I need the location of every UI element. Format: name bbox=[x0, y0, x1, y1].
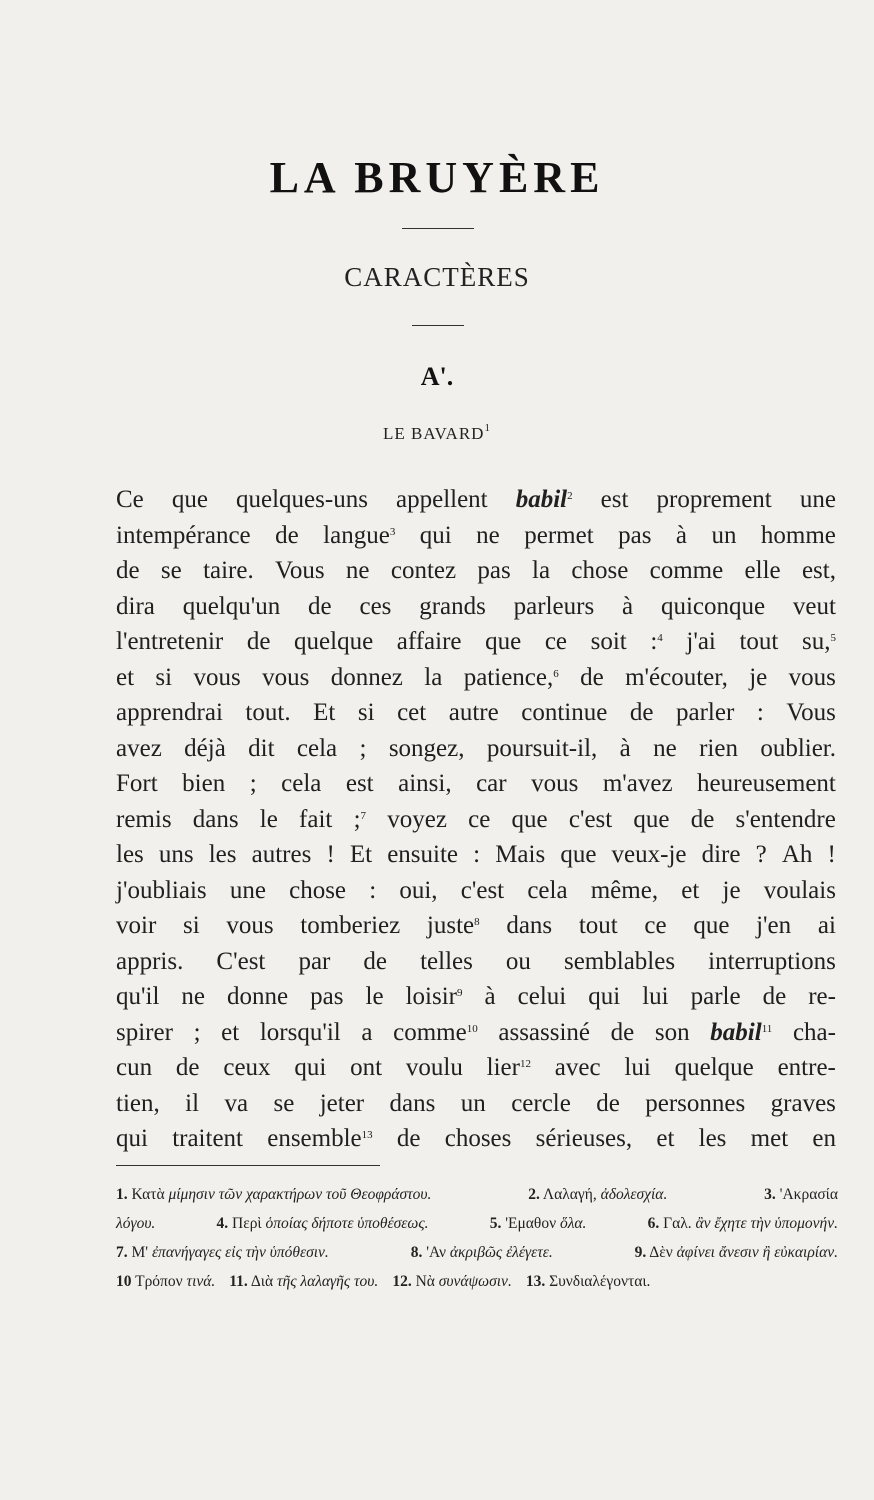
word: jeter bbox=[319, 1089, 365, 1117]
footnote-ref: 12 bbox=[519, 1058, 531, 1070]
word: langue$^3$ bbox=[323, 521, 396, 549]
word: contez bbox=[390, 557, 457, 584]
word: ce bbox=[468, 805, 491, 833]
footnote-entry: 1. Κατὰ μίμησιν τῶν χαρακτήρων τοῦ Θεοφράστου. bbox=[116, 1186, 432, 1203]
word: donne bbox=[227, 983, 289, 1010]
word: si bbox=[155, 663, 173, 691]
word: affaire bbox=[396, 628, 462, 655]
paragraph-line bbox=[116, 979, 836, 1015]
paragraph-line bbox=[116, 1121, 836, 1157]
footnote-number: 8. bbox=[410, 1244, 423, 1261]
footnote-entry: 3. 'Ακρασία bbox=[764, 1186, 838, 1203]
word: de bbox=[246, 628, 271, 655]
word: de bbox=[116, 557, 140, 584]
footnote-number: 4. bbox=[216, 1215, 229, 1232]
word: de bbox=[308, 592, 332, 620]
word: et bbox=[116, 663, 135, 691]
word: ne bbox=[653, 734, 677, 762]
word: vous bbox=[788, 663, 836, 691]
word: son bbox=[654, 1018, 690, 1046]
word: ensemble$^{13}$ bbox=[267, 1125, 373, 1152]
word: m'écouter, bbox=[625, 663, 728, 691]
word: de bbox=[629, 699, 654, 726]
section-letter: A'. bbox=[420, 362, 454, 391]
footnote-entry: 10 Τρόπον τινά. bbox=[116, 1273, 216, 1290]
word: voulu bbox=[405, 1054, 463, 1081]
word: cet bbox=[397, 699, 427, 726]
word: est bbox=[345, 770, 374, 797]
word: apprendrai bbox=[116, 699, 223, 726]
word: ; bbox=[193, 1018, 201, 1046]
word: re- bbox=[808, 983, 836, 1010]
word: oui, bbox=[399, 876, 438, 904]
footnote-ref: 2 bbox=[567, 490, 573, 502]
word: fait bbox=[299, 805, 333, 833]
word: j'en bbox=[756, 912, 792, 939]
main-paragraph bbox=[116, 482, 836, 1157]
word: lui bbox=[642, 983, 669, 1010]
footnote-ref: 8 bbox=[474, 916, 480, 928]
word: cela bbox=[281, 770, 322, 797]
footnote-number: 3. bbox=[764, 1186, 776, 1203]
word: permet bbox=[524, 521, 594, 549]
word: à bbox=[675, 521, 687, 549]
paragraph-line bbox=[116, 518, 836, 554]
word: et bbox=[221, 1018, 240, 1046]
word: qui bbox=[588, 983, 621, 1010]
word: parle bbox=[690, 983, 741, 1010]
word: même, bbox=[590, 876, 659, 904]
word: si bbox=[182, 912, 200, 939]
footnotes bbox=[116, 1180, 838, 1296]
footnote-number: 11. bbox=[229, 1273, 248, 1290]
word: se bbox=[160, 557, 182, 584]
greek-gloss: ἂν ἔχητε τὴν ὑπομονήν. bbox=[695, 1215, 838, 1232]
footnote-entry: 2. Λαλαγή, ἀδολεσχία. bbox=[528, 1186, 668, 1203]
word: cercle bbox=[511, 1089, 571, 1117]
italic-term: babil bbox=[515, 486, 568, 513]
word: ensuite bbox=[387, 841, 459, 868]
footnote-ref: 6 bbox=[553, 667, 559, 680]
word: ont bbox=[350, 1054, 383, 1081]
word: se bbox=[273, 1089, 295, 1117]
word: lorsqu'il bbox=[259, 1018, 341, 1046]
word: graves bbox=[770, 1089, 836, 1117]
word: déjà bbox=[184, 734, 226, 762]
word: un bbox=[460, 1089, 486, 1117]
word: parler bbox=[676, 699, 735, 726]
word: Ah bbox=[781, 841, 813, 868]
word: est bbox=[600, 486, 629, 513]
greek-gloss: ἀφίνει ἄνεσιν ἢ εὐκαιρίαν. bbox=[676, 1244, 838, 1261]
footnote-entry: 13. Συνδιαλέγονται. bbox=[525, 1273, 651, 1290]
footnote-entry: 4. Περὶ ὁποίας δήποτε ὑποθέσεως. bbox=[216, 1215, 429, 1232]
greek-gloss: ὅλα. bbox=[559, 1215, 587, 1232]
word: qui bbox=[419, 521, 452, 549]
word: Vous bbox=[275, 557, 325, 584]
chapter-subtitle-note: 1 bbox=[484, 422, 491, 434]
word: car bbox=[476, 770, 507, 797]
word: à bbox=[484, 983, 496, 1010]
word: que bbox=[633, 805, 670, 833]
word: ai bbox=[817, 912, 836, 939]
footnote-entry: 8. 'Αν ἀκριβῶς ἐλέγετε. bbox=[410, 1244, 553, 1261]
word: tout bbox=[739, 628, 779, 655]
word: Et bbox=[313, 699, 336, 726]
word: tout. bbox=[245, 699, 291, 726]
word: rien bbox=[699, 734, 738, 762]
word: spirer bbox=[116, 1018, 173, 1046]
word: de bbox=[690, 805, 715, 833]
paragraph-line bbox=[116, 766, 836, 802]
footnote-entry: 11. Διὰ τῆς λαλαγῆς του. bbox=[229, 1273, 379, 1290]
footnote-number: 7. bbox=[116, 1244, 128, 1261]
word: vous bbox=[226, 912, 274, 939]
word: à bbox=[622, 592, 634, 620]
word: lui bbox=[624, 1054, 651, 1081]
word: chose bbox=[571, 557, 629, 584]
word: poursuit-il, bbox=[486, 734, 598, 762]
word: est, bbox=[801, 557, 836, 584]
word: va bbox=[224, 1089, 249, 1117]
footnote-ref: 4 bbox=[657, 632, 663, 644]
word: ainsi, bbox=[398, 770, 452, 797]
word: et bbox=[656, 1125, 675, 1152]
word: Ce bbox=[116, 486, 144, 513]
word: ne bbox=[181, 983, 206, 1010]
footnote-entry: 6. Γαλ. ἂν ἔχητε τὴν ὑπομονήν. bbox=[647, 1215, 838, 1232]
word: ; bbox=[249, 770, 257, 797]
word: loisir$^9$ bbox=[405, 983, 463, 1010]
word: la bbox=[532, 557, 551, 584]
word: comme$^{10}$ bbox=[393, 1018, 478, 1046]
word: ou bbox=[505, 947, 531, 975]
word: Et bbox=[349, 841, 373, 868]
word: cha- bbox=[792, 1018, 836, 1046]
paragraph-line bbox=[116, 908, 836, 944]
word: : bbox=[756, 699, 764, 726]
word: voir bbox=[116, 912, 157, 939]
word: si bbox=[357, 699, 375, 726]
word: j'ai bbox=[686, 628, 716, 655]
word: voulais bbox=[763, 876, 836, 904]
footnote-number: 10 bbox=[116, 1273, 132, 1290]
word: entre- bbox=[777, 1054, 836, 1081]
greek-gloss: ὁποίας δήποτε ὑποθέσεως. bbox=[265, 1215, 429, 1232]
footnote-entry bbox=[116, 1209, 155, 1238]
word bbox=[710, 1015, 772, 1051]
word: dira bbox=[116, 592, 155, 620]
word: en bbox=[812, 1125, 836, 1152]
work-title: CARACTÈRES bbox=[344, 262, 530, 292]
word: appellent bbox=[396, 486, 488, 513]
word: à bbox=[619, 734, 631, 762]
paragraph-line bbox=[116, 944, 836, 980]
word: m'avez bbox=[602, 770, 673, 797]
word: ces bbox=[359, 592, 392, 620]
paragraph-line bbox=[116, 837, 836, 873]
word: c'est bbox=[460, 876, 505, 904]
word: telles bbox=[420, 947, 473, 975]
greek-gloss: ἀδολεσχία. bbox=[600, 1186, 668, 1203]
footnote-entry: 5. 'Εμαθον ὅλα. bbox=[489, 1215, 587, 1232]
word: homme bbox=[760, 521, 836, 549]
greek-gloss: ἀκριβῶς ἐλέγετε. bbox=[449, 1244, 553, 1261]
word: interruptions bbox=[708, 947, 836, 975]
word: quelqu'un bbox=[182, 592, 281, 620]
word: songez, bbox=[388, 734, 465, 762]
word: de bbox=[396, 1125, 421, 1152]
word: voyez bbox=[387, 805, 447, 833]
paragraph-line bbox=[116, 660, 836, 696]
word: vous bbox=[262, 663, 310, 691]
word: taire. bbox=[203, 557, 254, 584]
word: et bbox=[681, 876, 700, 904]
word: qui bbox=[294, 1054, 327, 1081]
paragraph-line bbox=[116, 553, 836, 589]
word: dans bbox=[506, 912, 553, 939]
heading-rule-top bbox=[402, 228, 474, 229]
greek-gloss: τῆς λαλαγῆς του. bbox=[276, 1273, 379, 1290]
word: autre bbox=[448, 699, 499, 726]
greek-gloss: λόγου. bbox=[116, 1215, 156, 1232]
word: celui bbox=[517, 983, 567, 1010]
word: donnez bbox=[330, 663, 403, 691]
footnote-entry: 12. Νὰ συνάψωσιν. bbox=[392, 1273, 512, 1290]
greek-gloss: μίμησιν τῶν χαρακτήρων τοῦ Θεοφράστου. bbox=[168, 1186, 432, 1203]
footnote-rule bbox=[116, 1165, 380, 1166]
word: ceux bbox=[223, 1054, 271, 1081]
word: pas bbox=[477, 557, 511, 584]
word: qui bbox=[116, 1125, 148, 1152]
word: quelque bbox=[674, 1054, 754, 1081]
word: que bbox=[511, 805, 548, 833]
footnote-number: 9. bbox=[634, 1244, 647, 1261]
word: les bbox=[208, 841, 237, 868]
word: su,$^5$ bbox=[801, 628, 836, 655]
word: autres bbox=[251, 841, 312, 868]
footnote-entry: 9. Δὲν ἀφίνει ἄνεσιν ἢ εὐκαιρίαν. bbox=[634, 1244, 838, 1261]
word: proprement bbox=[656, 486, 772, 513]
word: C'est bbox=[216, 947, 266, 975]
word: que bbox=[693, 912, 730, 939]
word: l'entretenir bbox=[116, 628, 224, 655]
paragraph-line bbox=[116, 1050, 836, 1086]
word bbox=[516, 482, 573, 518]
paragraph-line bbox=[116, 589, 836, 625]
word: Vous bbox=[786, 699, 836, 726]
greek-gloss: τινά. bbox=[186, 1273, 216, 1290]
word: Mais bbox=[495, 841, 546, 868]
footnote-ref: 11 bbox=[761, 1022, 773, 1035]
word: pas bbox=[618, 521, 652, 549]
word: de bbox=[275, 521, 299, 549]
word: continue bbox=[521, 699, 608, 726]
word: personnes bbox=[645, 1089, 746, 1117]
word: de bbox=[363, 947, 388, 975]
word: ;$^7$ bbox=[353, 805, 367, 833]
word: ! bbox=[827, 841, 836, 868]
footnote-number: 5. bbox=[489, 1215, 502, 1232]
heading-rule-bottom bbox=[412, 325, 464, 326]
footnote-ref: 9 bbox=[456, 987, 463, 999]
word: un bbox=[711, 521, 737, 549]
word: pas bbox=[310, 983, 344, 1010]
word: cun bbox=[116, 1054, 153, 1081]
word: uns bbox=[158, 841, 194, 868]
word: sérieuses, bbox=[535, 1125, 633, 1152]
word: de bbox=[610, 1018, 635, 1046]
word: choses bbox=[444, 1125, 512, 1152]
word: veut bbox=[792, 592, 836, 620]
word: que bbox=[485, 628, 522, 655]
paragraph-line bbox=[116, 802, 836, 838]
word: comme bbox=[649, 557, 724, 584]
footnote-ref: 5 bbox=[830, 632, 836, 644]
word: appris. bbox=[116, 947, 184, 975]
word: quelque bbox=[294, 628, 374, 655]
word: ne bbox=[345, 557, 370, 584]
word: oublier. bbox=[760, 734, 836, 762]
word: patience,$^6$ bbox=[463, 663, 559, 691]
word: vous bbox=[193, 663, 241, 691]
word: qu'il bbox=[116, 983, 160, 1010]
word: quiconque bbox=[660, 592, 766, 620]
word: traitent bbox=[172, 1125, 243, 1152]
word: cela bbox=[527, 876, 568, 904]
word: juste$^8$ bbox=[426, 912, 480, 939]
word: vous bbox=[531, 770, 579, 797]
word: tien, bbox=[116, 1089, 160, 1117]
word: cela bbox=[296, 734, 338, 762]
word: parleurs bbox=[513, 592, 595, 620]
footnote-ref: 7 bbox=[360, 809, 367, 822]
paragraph-line bbox=[116, 731, 836, 767]
footnote-number: 13. bbox=[525, 1273, 546, 1290]
word: ne bbox=[476, 521, 500, 549]
word: tout bbox=[578, 912, 618, 939]
paragraph-line bbox=[116, 695, 836, 731]
word: avec bbox=[554, 1054, 601, 1081]
word: les bbox=[116, 841, 144, 868]
word: ? bbox=[755, 841, 767, 868]
word: ce bbox=[544, 628, 568, 655]
word: soit bbox=[590, 628, 627, 655]
word: de bbox=[580, 663, 604, 691]
word: c'est bbox=[568, 805, 613, 833]
footnote-number: 2. bbox=[528, 1186, 540, 1203]
word: lier$^{12}$ bbox=[486, 1054, 531, 1081]
word: assassiné bbox=[498, 1018, 591, 1046]
word: ; bbox=[359, 734, 367, 762]
paragraph-line bbox=[116, 482, 836, 518]
word: par bbox=[298, 947, 331, 975]
footnote-entry: 7. Μ' ἐπανήγαγες εἰς τὴν ὑπόθεσιν. bbox=[116, 1244, 329, 1261]
word: : bbox=[473, 841, 481, 868]
word: heureusement bbox=[697, 770, 836, 797]
word: dire bbox=[701, 841, 741, 868]
footnote-number: 12. bbox=[392, 1273, 412, 1290]
word: grands bbox=[419, 592, 486, 620]
word: dit bbox=[248, 734, 275, 762]
word: une bbox=[799, 486, 836, 513]
word: les bbox=[698, 1125, 727, 1152]
author-heading: LA BRUYÈRE bbox=[269, 153, 605, 202]
word: dans bbox=[192, 805, 239, 833]
word: Fort bbox=[116, 770, 158, 797]
footnote-ref: 13 bbox=[361, 1129, 373, 1141]
word: a bbox=[361, 1018, 373, 1046]
word: que bbox=[171, 486, 208, 513]
footnote-line bbox=[116, 1238, 838, 1267]
word: avez bbox=[116, 734, 162, 762]
word: il bbox=[185, 1089, 200, 1117]
word: je bbox=[749, 663, 768, 691]
greek-gloss: συνάψωσιν. bbox=[438, 1273, 512, 1290]
word: j'oubliais bbox=[116, 876, 207, 904]
word: : bbox=[369, 876, 377, 904]
chapter-subtitle bbox=[0, 424, 874, 444]
footnote-line bbox=[116, 1209, 838, 1238]
italic-term: babil bbox=[710, 1018, 762, 1046]
word: remis bbox=[116, 805, 172, 833]
word: la bbox=[424, 663, 443, 691]
footnote-number: 1. bbox=[116, 1186, 128, 1203]
word: intempérance bbox=[116, 521, 251, 549]
word: une bbox=[229, 876, 266, 904]
word: je bbox=[722, 876, 741, 904]
chapter-subtitle-text: LE BAVARD bbox=[383, 424, 485, 443]
word: s'entendre bbox=[735, 805, 836, 833]
word: chose bbox=[289, 876, 347, 904]
word: de bbox=[596, 1089, 620, 1117]
paragraph-line bbox=[116, 873, 836, 909]
word: le bbox=[365, 983, 384, 1010]
paragraph-line bbox=[116, 624, 836, 660]
footnote-line bbox=[116, 1267, 838, 1296]
word: le bbox=[259, 805, 278, 833]
paragraph-line bbox=[116, 1086, 836, 1122]
word: ce bbox=[644, 912, 667, 939]
footnote-line bbox=[116, 1180, 838, 1209]
word: :$^4$ bbox=[650, 628, 663, 655]
word: ! bbox=[326, 841, 335, 868]
word: de bbox=[762, 983, 787, 1010]
word: elle bbox=[744, 557, 781, 584]
footnote-ref: 3 bbox=[389, 525, 396, 538]
word: met bbox=[750, 1125, 789, 1152]
word: dans bbox=[389, 1089, 436, 1117]
word: semblables bbox=[563, 947, 676, 975]
footnote-ref: 10 bbox=[466, 1022, 478, 1035]
word: veux-je bbox=[611, 841, 687, 868]
word: de bbox=[175, 1054, 200, 1081]
word: quelques-uns bbox=[236, 486, 368, 513]
word: que bbox=[560, 841, 597, 868]
footnote-number: 6. bbox=[647, 1215, 660, 1232]
greek-gloss: ἐπανήγαγες εἰς τὴν ὑπόθεσιν. bbox=[151, 1244, 329, 1261]
word: tomberiez bbox=[300, 912, 401, 939]
paragraph-line bbox=[116, 1015, 836, 1051]
word: bien bbox=[182, 770, 226, 797]
